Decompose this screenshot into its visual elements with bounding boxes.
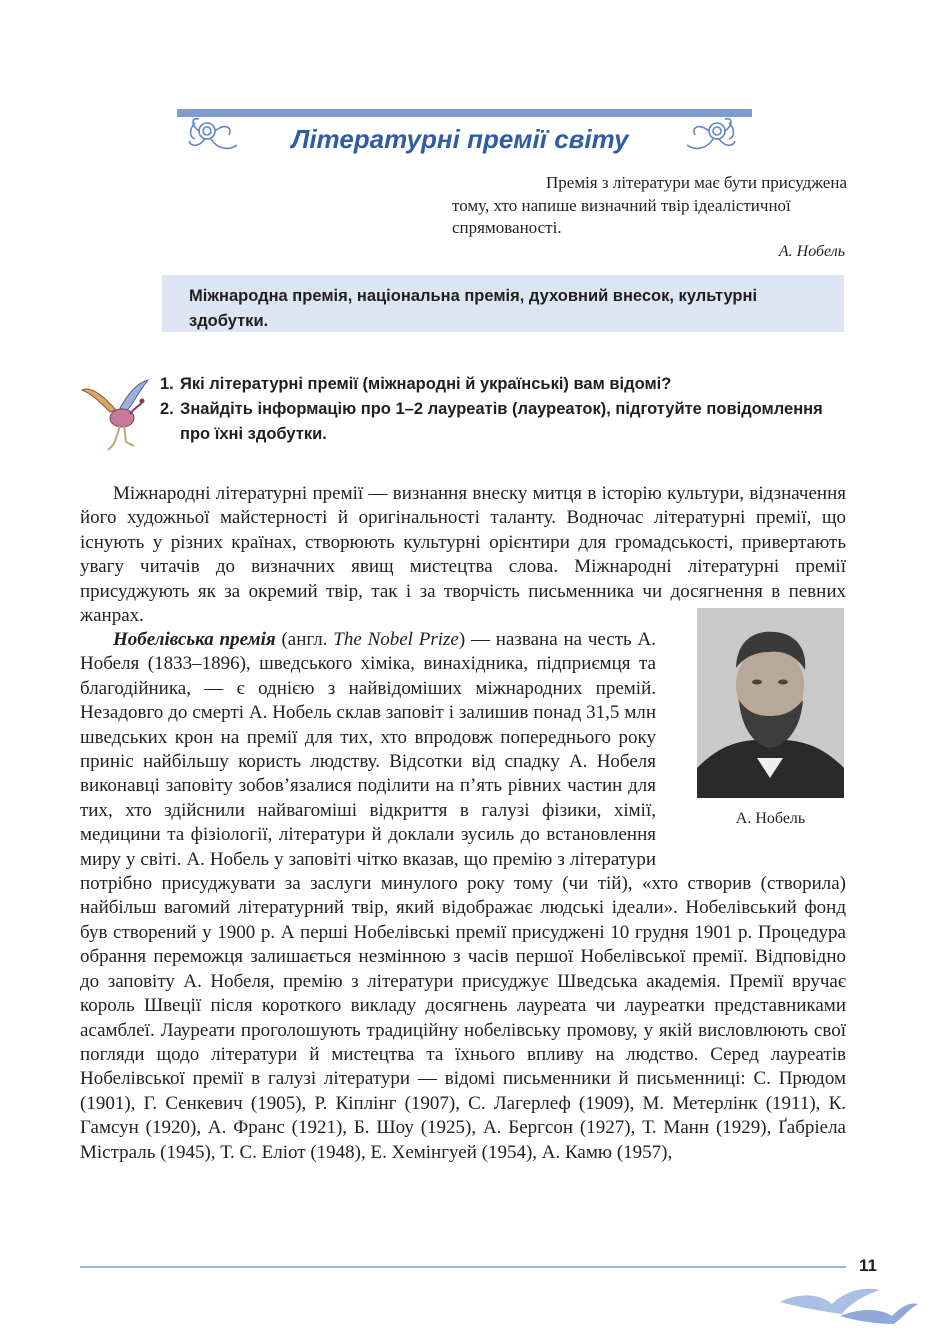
body-paragraph: Міжнародні літературні премії — визнання внеску митця в історію культури, відзначення його художньої майстерності й оригінальності таланту. Водночас літературні премії, що існують у різних країнах, створюють культурні орієнтири для громадськості, привертають увагу читачів до визначних явищ мистецтва слова. Міжнародні літературні премії присуджують як за окремий твір, так і за творчість письменника чи досягнення в певних жанрах. bbox=[80, 483, 846, 627]
epigraph-author: А. Нобель bbox=[778, 243, 845, 260]
question-number: 2. bbox=[160, 400, 174, 418]
page-number: 11 bbox=[859, 1256, 877, 1275]
flying-birds-icon bbox=[770, 1272, 920, 1332]
header-bar bbox=[177, 109, 752, 117]
rose-ornament-icon bbox=[185, 113, 241, 155]
question-text: Знайдіть інформацію про 1–2 лауреатів (лауреаток), підготуйте повідомлення про їхні здобутки. bbox=[180, 400, 823, 443]
question-text: Які літературні премії (міжнародні й українські) вам відомі? bbox=[180, 375, 672, 393]
body-text: ) — названа на честь А. Нобеля (1833–1896), шведського хіміка, винахідника, підприємця та благодійника, — є однією з найвідоміших міжнародних премій. Незадовго до смерті А. Нобель склав заповіт і залишив понад 31,5 млн шведських крон на премії для тих, хто впродовж попереднього року приніс найбільшу користь людству. Відсотки від спадку А. Нобеля виконавці заповіту зобов’язалися поділити на п’ять рівних частин для тих, хто здійснили найвагоміші відкриття в галузі фізики, хімії, медицини та фізіології, літератури й доклали зусиль до встановлення миру у світі. А. Нобель у заповіті чітко вказав, що премію з літератури потрібно присуджувати за заслуги минулого року тому (чи тій), «хто створив (створила) найбільш вагомий літературний твір, який відображає людські ідеали». Нобелівський фонд був створений у 1900 р. А перші Нобелівські премії присуджені 10 грудня 1901 р. Процедура обрання переможця залишається незмінною з часів першої Нобелівської премії. Відповідно до заповіту А. Нобеля, премію з літератури присуджує Шведська академія. Премії вручає король Швеції після короткого викладу досягнень лауреата чи лауреатки представниками асамблеї. Лауреати проголошують традиційну нобелівську промову, у якій висловлюють свої погляди щодо літератури й мистецтва та їхнього впливу на людство. Серед лауреатів Нобелівської премії в галузі літератури — відомі письменники й письменниці: С. Прюдом (1901), Г. Сенкевич (1905), Р. Кіплінг (1907), С. Лагерлеф (1909), М. Метерлінк (1911), К. Гамсун (1920), А. Франс (1921), Б. Шоу (1925), А. Бергсон (1927), Т. Манн (1929), Ґабріела Містраль (1945), Т. С. Еліот (1948), Е. Хемінгуей (1954), А. Камю (1957), bbox=[80, 629, 846, 1163]
body-text: (англ. bbox=[275, 629, 334, 650]
epigraph-line: Премія з літератури має бути присуджена bbox=[546, 173, 847, 192]
epigraph bbox=[452, 172, 847, 240]
portrait-image bbox=[697, 608, 844, 798]
questions-list bbox=[160, 372, 850, 447]
epigraph-line: спрямованості. bbox=[452, 218, 562, 237]
nobel-portrait-icon bbox=[697, 608, 844, 798]
crane-bird-icon bbox=[80, 376, 152, 454]
english-term: The Nobel Prize bbox=[333, 629, 459, 650]
portrait-caption: А. Нобель bbox=[735, 810, 806, 827]
footer-line bbox=[80, 1266, 846, 1268]
page-title: Літературні премії світу bbox=[291, 124, 629, 154]
epigraph-line: тому, хто напише визначний твір ідеалістичної bbox=[452, 195, 791, 215]
nobel-term: Нобелівська премія bbox=[113, 629, 276, 650]
keywords-box bbox=[162, 275, 844, 332]
question-number: 1. bbox=[160, 375, 174, 393]
keywords-text: Міжнародна премія, національна премія, духовний внесок, культурні здобутки. bbox=[189, 287, 758, 330]
rose-ornament-icon bbox=[683, 113, 739, 155]
question-item bbox=[160, 397, 850, 447]
question-item bbox=[160, 372, 850, 397]
